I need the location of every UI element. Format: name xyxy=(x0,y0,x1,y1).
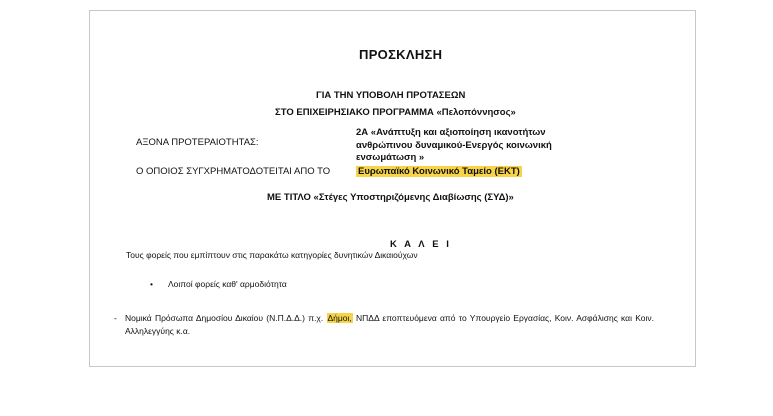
cofinance-highlight: Ευρωπαϊκό Κοινωνικό Ταμείο (ΕΚΤ) xyxy=(358,166,520,177)
cofinance-label: Ο ΟΠΟΙΟΣ ΣΥΓΧΡΗΜΑΤΟΔΟΤΕΙΤΑΙ ΑΠΟ ΤΟ xyxy=(136,166,331,177)
axis-value: 2Α «Ανάπτυξη και αξιοποίηση ικανοτήτων ανθρώπινου δυναμικού-Ενεργός κοινωνική ενσωμάτωση » xyxy=(356,127,552,163)
axis-label: ΑΞΟΝΑ ΠΡΟΤΕΡΑΙΟΤΗΤΑΣ: xyxy=(136,137,259,148)
bullet-item xyxy=(150,279,287,289)
document-title: ΠΡΟΣΚΛΗΣΗ xyxy=(359,47,443,62)
cofinance-value xyxy=(356,166,522,177)
legal-entities-paragraph xyxy=(114,312,654,337)
legal-text-highlight: Δήμοι, xyxy=(327,313,352,323)
legal-text-after: ΝΠΔΔ εποπτευόμενα από το Υπουργείο Εργασίας, Κοιν. Ασφάλισης και Κοιν. Αλληλεγγύης κ.α. xyxy=(125,313,654,336)
bullet-item-text: Λοιποί φορείς καθ' αρμοδιότητα xyxy=(168,279,287,289)
dash-marker: - xyxy=(114,313,117,323)
bullet-icon: • xyxy=(150,279,153,289)
legal-text xyxy=(125,312,654,337)
program-title: ΜΕ ΤΙΤΛΟ «Στέγες Υποστηριζόμενης Διαβίωσης (ΣΥΔ)» xyxy=(267,192,514,203)
call-heading: Κ Α Λ Ε Ι xyxy=(390,239,452,250)
intro-text: Τους φορείς που εμπίπτουν στις παρακάτω κατηγορίες δυνητικών Δικαιούχων xyxy=(126,250,418,260)
subtitle-line-1: ΓΙΑ ΤΗΝ ΥΠΟΒΟΛΗ ΠΡΟΤΑΣΕΩΝ xyxy=(316,90,466,101)
legal-text-before: Νομικά Πρόσωπα Δημοσίου Δικαίου (Ν.Π.Δ.Δ.) π.χ. xyxy=(125,313,327,323)
document-page xyxy=(89,10,696,367)
subtitle-line-2: ΣΤΟ ΕΠΙΧΕΙΡΗΣΙΑΚΟ ΠΡΟΓΡΑΜΜΑ «Πελοπόννησος» xyxy=(275,107,516,118)
